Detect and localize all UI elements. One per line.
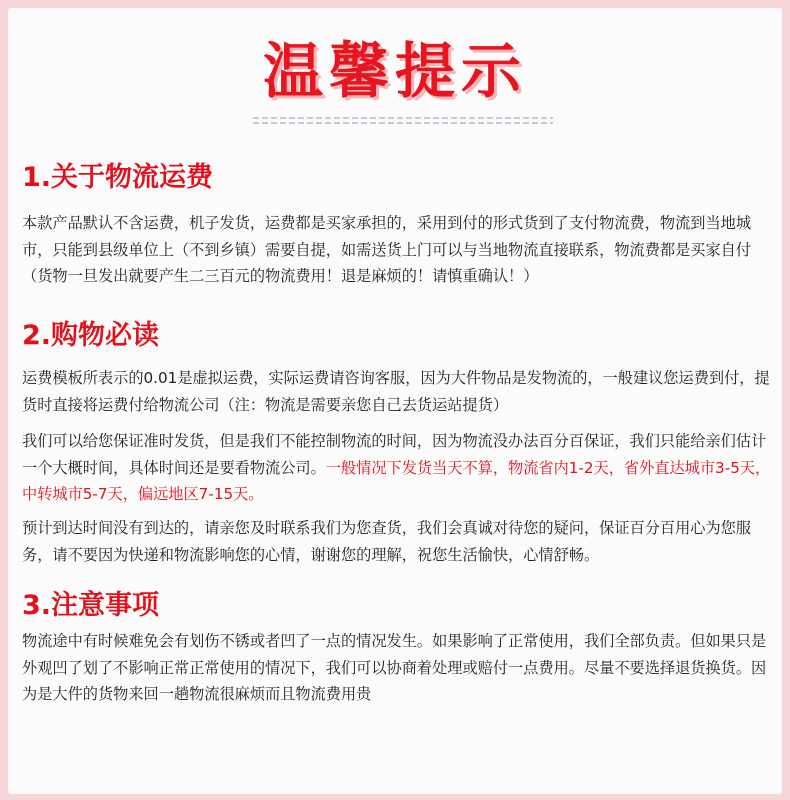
section-paragraph: 物流途中有时候难免会有划伤不锈或者凹了一点的情况发生。如果影响了正常使用，我们全部负责。但如果只是外观凹了划了不影响正常正常使用的情况下，我们可以协商着处理或赔付一点费用。尽量不要选择退货换货。因为是大件的货物来回一趟物流很麻烦而且物流费用贵 bbox=[22, 632, 767, 703]
delivery-time-highlight: 一般情况下发货当天不算，物流省内1-2天，省外直达城市3-5天，中转城市5-7天，偏远地区7-15天。 bbox=[22, 458, 771, 503]
section-heading-precautions: 3.注意事项 bbox=[22, 590, 160, 621]
section-heading-shopping-notes: 2.购物必读 bbox=[22, 320, 160, 351]
section-paragraph: 预计到达时间没有到达的，请亲您及时联系我们为您查货，我们会真诚对待您的疑问，保证百分百用心为您服务，请不要因为快递和物流影响您的心情，谢谢您的理解，祝您生活愉快，心情舒畅。 bbox=[22, 519, 751, 564]
section-paragraph: 运费模板所表示的0.01是虚拟运费，实际运费请咨询客服，因为大件物品是发物流的，一般建议您运费到付，提货时直接将运费付给物流公司（注：物流是需要亲您自己去货运站提货） bbox=[22, 369, 770, 414]
section-heading-logistics-fee: 1.关于物流运费 bbox=[22, 162, 214, 193]
title-decoration-lines bbox=[253, 114, 553, 126]
page-title: 温馨提示 bbox=[263, 37, 527, 107]
paragraph-text: 我们可以给您保证准时发货，但是我们不能控制物流的时间，因为物流没办法百分百保证，我们只能给亲们估计一个大概时间，具体时间还是要看物流公司。 bbox=[22, 432, 767, 477]
notice-card bbox=[8, 8, 782, 794]
title-area bbox=[8, 36, 782, 108]
section-paragraph: 本款产品默认不含运费，机子发货，运费都是买家承担的，采用到付的形式货到了支付物流费，物流到当地城市，只能到县级单位上（不到乡镇）需要自提，如需送货上门可以与当地物流直接联系，物流费都是买家自付（货物一旦发出就要产生二三百元的物流费用！退是麻烦的！请慎重确认！） bbox=[22, 214, 751, 285]
section-paragraph-delivery-time bbox=[22, 428, 774, 508]
